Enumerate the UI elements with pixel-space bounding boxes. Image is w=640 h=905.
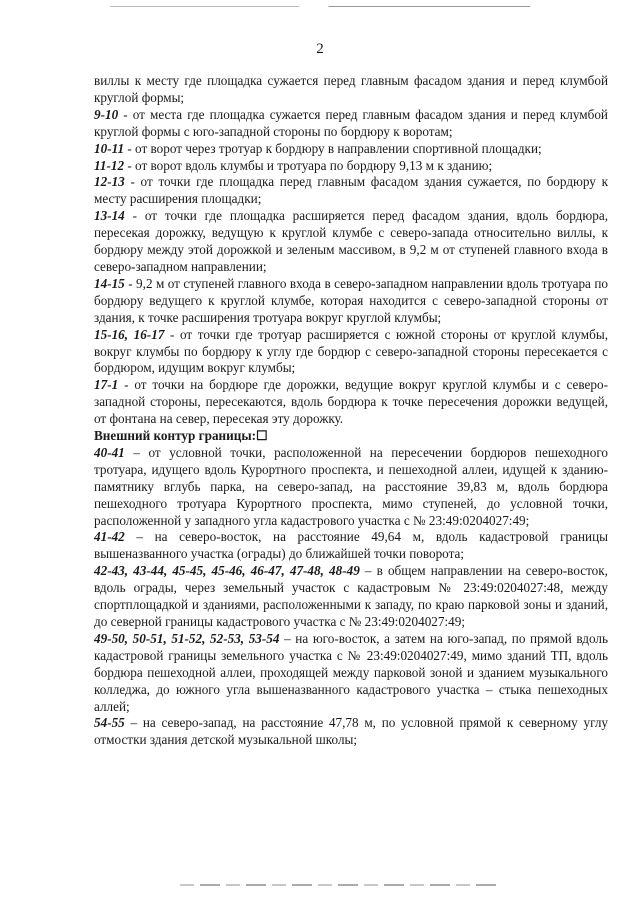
segment-code: 9-10	[94, 106, 119, 122]
paragraph-text: – от условной точки, расположенной на пересечении бордюров пешеходного тротуара, идущего вдоль Курортного проспекта, и пешеходной аллеи, идущей к зданию-памятнику вглубь парка, на северо-запад, на расстояние 39,83 м, вдоль бордюра пешеходного тротуара Курортного проспекта, мимо ступеней, до условной точки, расположенной у западного угла кадастрового участка с № 23:49:0204027:49;	[94, 444, 608, 528]
paragraph-text: - от точки на бордюре где дорожки, ведущие вокруг круглой клумбы и с северо-западной стороны, пересекаются, вдоль бордюра к точке пересечения дорожки ведущей, от фонтана на север, пересекая эту дорожку.	[94, 377, 608, 427]
paragraph	[94, 174, 608, 208]
paragraph-text: - от точки где площадка расширяется перед фасадом здания, вдоль бордюра, пересекая дорожку, ведущую к круглой клумбе с северо-запада относительно виллы, к бордюру между этой дорожкой и зеленым массивом, в 9,2 м от ступеней главного входа в северо-западном направлении;	[94, 208, 608, 274]
scan-artifact-top	[110, 6, 530, 7]
paragraph	[94, 715, 608, 749]
segment-code: 11-12	[94, 157, 125, 173]
document-body	[94, 73, 608, 749]
checkbox-glyph-icon: ☐	[256, 428, 268, 444]
paragraph-text: – в общем направлении на северо-восток, вдоль ограды, через земельный участок с кадастровым № 23:49:0204027:48, между спортплощадкой и зданиями, расположенными к западу, по краю парковой зоны и зданий, до северной границы кадастрового участка с № 23:49:0204027:49;	[94, 563, 608, 629]
paragraph-text: - от места где площадка сужается перед главным фасадом здания и перед клумбой круглой формы с юго-западной стороны по бордюру к воротам;	[94, 106, 608, 139]
paragraph-text: – на юго-восток, а затем на юго-запад, по прямой вдоль кадастровой границы земельного участка с № 23:49:0204027:49, мимо зданий ТП, вдоль бордюра пешеходной аллеи, проходящей между парковой зоной и зданием музыкального колледжа, до южного угла вышеназванного кадастрового участка – стыка пешеходных аллей;	[94, 630, 608, 714]
paragraph	[94, 445, 608, 530]
paragraph	[94, 563, 608, 631]
segment-code: 13-14	[94, 208, 125, 224]
segment-code: 49-50, 50-51, 51-52, 52-53, 53-54	[94, 630, 280, 646]
paragraph	[94, 158, 608, 175]
paragraph	[94, 141, 608, 158]
paragraph	[94, 276, 608, 327]
paragraph-text: – на северо-восток, на расстояние 49,64 м, вдоль кадастровой границы вышеназванного участка (ограды) до ближайшей точки поворота;	[94, 529, 608, 562]
paragraph-text: - от ворот через тротуар к бордюру в направлении спортивной площадки;	[124, 140, 542, 156]
segment-code: 10-11	[94, 140, 125, 156]
page-number: 2	[316, 41, 324, 57]
segment-code: 12-13	[94, 174, 125, 190]
paragraph-text: виллы к месту где площадка сужается перед главным фасадом здания и перед клумбой круглой формы;	[94, 73, 608, 105]
scan-artifact-bottom	[180, 884, 500, 886]
segment-code: 15-16, 16-17	[94, 326, 165, 342]
paragraph	[94, 107, 608, 141]
segment-code: 41-42	[94, 529, 125, 545]
paragraph-text: – на северо-запад, на расстояние 47,78 м, по условной прямой к северному углу отмостки здания детской музыкальной школы;	[94, 715, 608, 748]
paragraph	[94, 327, 608, 378]
section-heading	[94, 428, 608, 445]
segment-code: 54-55	[94, 715, 125, 731]
paragraph	[94, 631, 608, 716]
paragraph	[94, 208, 608, 276]
section-heading-text: Внешний контур границы:	[94, 428, 257, 444]
paragraph-text: - 9,2 м от ступеней главного входа в северо-западном направлении вдоль тротуара по бордюру ведущего к круглой клумбе, которая находится с северо-западной стороны от здания, к точке расширения тротуара вокруг круглой клумбы;	[94, 275, 608, 325]
segment-code: 17-1	[94, 377, 119, 393]
paragraph	[94, 73, 608, 107]
segment-code: 40-41	[94, 444, 125, 460]
paragraph-text: - от точки где тротуар расширяется с южной стороны от круглой клумбы, вокруг клумбы по бордюру к углу где бордюр с северо-западной стороны пересекается с бордюром, идущим вокруг клумбы;	[94, 326, 608, 376]
paragraph-text: - от ворот вдоль клумбы и тротуара по бордюру 9,13 м к зданию;	[124, 157, 493, 173]
paragraph	[94, 529, 608, 563]
segment-code: 42-43, 43-44, 45-45, 45-46, 46-47, 47-48, 48-49	[94, 563, 360, 579]
segment-code: 14-15	[94, 275, 125, 291]
paragraph-text: - от точки где площадка перед главным фасадом здания сужается, по бордюру к месту расширения площадки;	[94, 174, 608, 207]
paragraph	[94, 377, 608, 428]
